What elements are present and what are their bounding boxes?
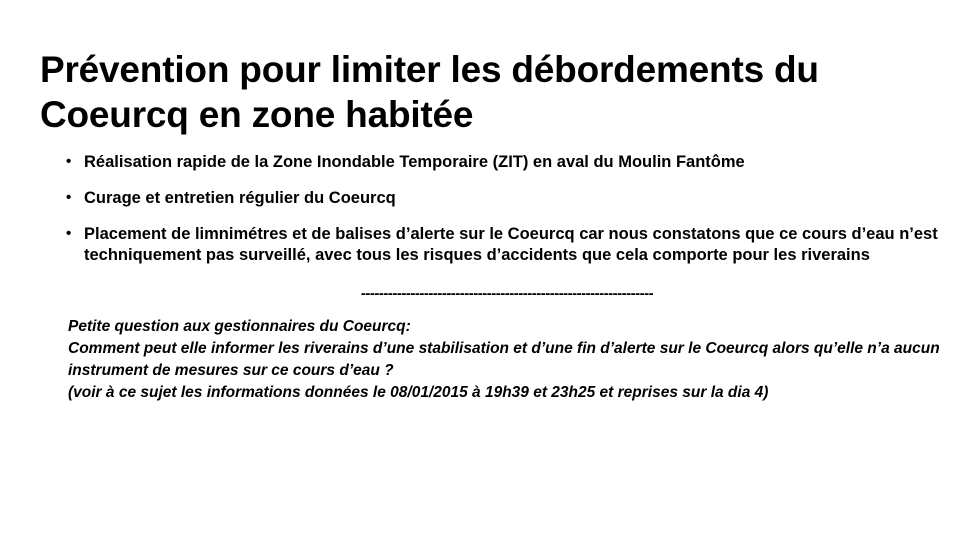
bullet-marker-icon: • bbox=[66, 224, 72, 242]
slide-body bbox=[62, 152, 942, 404]
bullet-marker-icon: • bbox=[66, 188, 72, 206]
divider: ----------------------------------------------------------------- bbox=[360, 285, 654, 303]
note-line: Comment peut elle informer les riverains d’une stabilisation et d’une fin d’alerte sur le Coeurcq alors qu’elle n’a aucun instrument de mesures sur ce cours d’eau ? bbox=[68, 340, 940, 380]
note-line: Petite question aux gestionnaires du Coeurcq: bbox=[68, 318, 411, 336]
list-item bbox=[62, 188, 942, 210]
list-item-text: Réalisation rapide de la Zone Inondable Temporaire (ZIT) en aval du Moulin Fantôme bbox=[84, 153, 745, 171]
list-item-text: Placement de limnimétres et de balises d’alerte sur le Coeurcq car nous constatons que ce cours d’eau n’est techniquement pas surveillé, avec tous les risques d’accidents que cela comporte pour les riverains bbox=[84, 224, 938, 265]
bullet-marker-icon: • bbox=[66, 153, 72, 170]
note-block bbox=[62, 316, 942, 404]
list-item-text: Curage et entretien régulier du Coeurcq bbox=[84, 188, 396, 207]
list-item bbox=[62, 224, 942, 268]
note-line: (voir à ce sujet les informations données le 08/01/2015 à 19h39 et 23h25 et reprises sur la dia 4) bbox=[68, 384, 769, 402]
bullet-list bbox=[62, 152, 942, 267]
list-item bbox=[62, 152, 942, 174]
page-title: Prévention pour limiter les débordements du Coeurcq en zone habitée bbox=[40, 48, 819, 135]
